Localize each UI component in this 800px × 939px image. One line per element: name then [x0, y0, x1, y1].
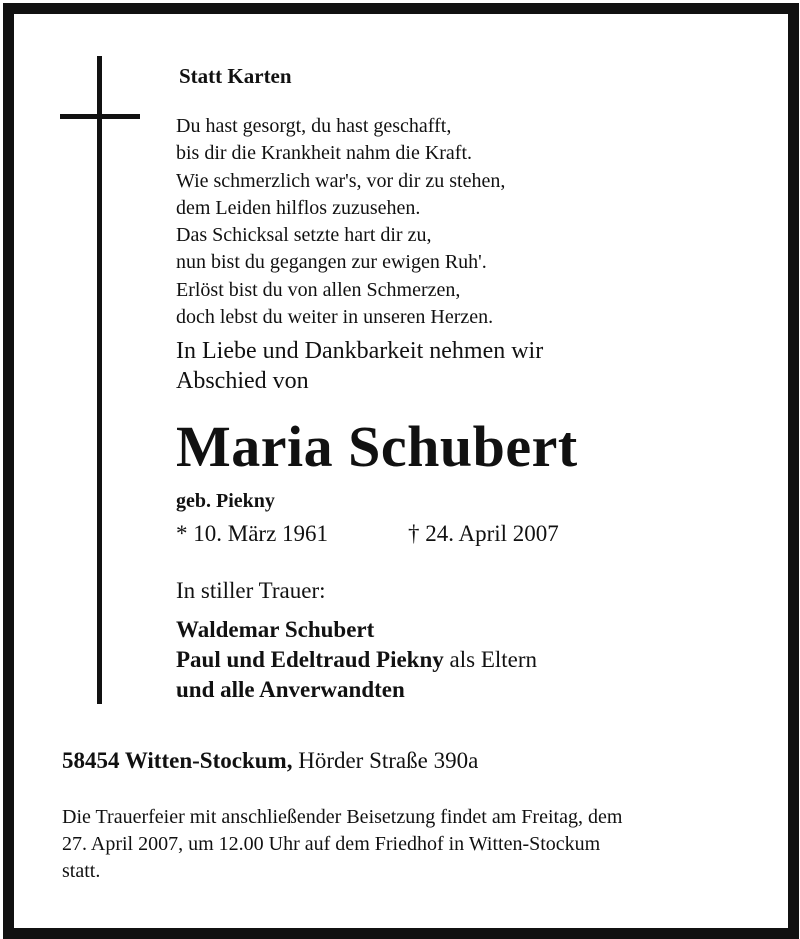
address-place: 58454 Witten-Stockum, — [62, 748, 293, 773]
notice-line: statt. — [62, 860, 101, 882]
obituary-frame — [3, 3, 799, 939]
mourner-name: Paul und Edeltraud Piekny — [176, 647, 444, 672]
mourner-line-2 — [176, 647, 537, 673]
poem — [176, 113, 505, 331]
intro-line-2: Abschied von — [176, 368, 309, 394]
poem-line: Das Schicksal setzte hart dir zu, — [176, 224, 432, 247]
mourner-name: Waldemar Schubert — [176, 617, 375, 642]
poem-line: bis dir die Krankheit nahm die Kraft. — [176, 142, 473, 165]
notice-line: Die Trauerfeier mit anschließender Beisetzung findet am Freitag, dem — [62, 806, 623, 828]
birth-date: * 10. März 1961 — [176, 521, 329, 546]
mourner-line-1 — [176, 617, 374, 643]
poem-line: nun bist du gegangen zur ewigen Ruh'. — [176, 251, 487, 274]
poem-line: Erlöst bist du von allen Schmerzen, — [176, 278, 461, 301]
mourner-relation: als Eltern — [449, 647, 538, 672]
heading: Statt Karten — [179, 64, 292, 88]
cross-icon — [97, 56, 102, 704]
poem-line: Wie schmerzlich war's, vor dir zu stehen, — [176, 169, 506, 192]
mourning-label: In stiller Trauer: — [176, 578, 326, 603]
address-street: Hörder Straße 390a — [298, 748, 479, 773]
poem-line: Du hast gesorgt, du hast geschafft, — [176, 115, 452, 137]
notice-line: 27. April 2007, um 12.00 Uhr auf dem Friedhof in Witten-Stockum — [62, 833, 601, 855]
address — [62, 748, 478, 774]
funeral-notice — [62, 804, 762, 885]
maiden-name: geb. Piekny — [176, 490, 275, 512]
deceased-name: Maria Schubert — [176, 414, 578, 479]
intro-line-1: In Liebe und Dankbarkeit nehmen wir — [176, 338, 544, 364]
life-dates — [176, 521, 559, 547]
poem-line: dem Leiden hilflos zuzusehen. — [176, 196, 421, 219]
poem-line: doch lebst du weiter in unseren Herzen. — [176, 306, 494, 329]
cross-icon-bar — [60, 114, 140, 119]
mourner-line-3 — [176, 677, 405, 703]
intro-text — [176, 336, 543, 396]
mourner-name: und alle Anverwandten — [176, 677, 405, 702]
death-date: † 24. April 2007 — [408, 521, 559, 546]
